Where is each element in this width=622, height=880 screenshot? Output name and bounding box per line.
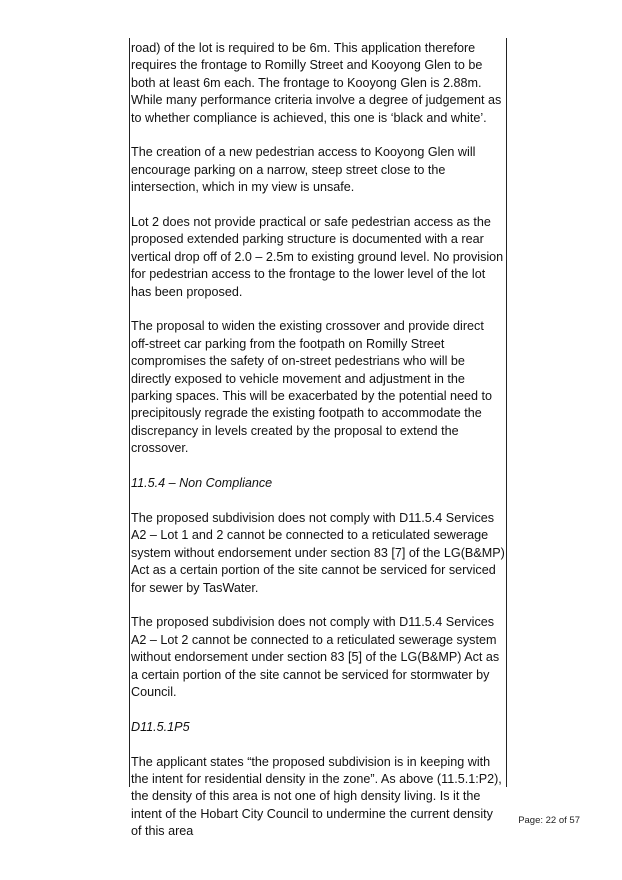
paragraph-residential-density: The applicant states “the proposed subdivision is in keeping with the intent for residential density in the zone”. As above (11.5.1:P2), the density of this area is not one of high density living. Is it the intent of the Hobart City Council to undermine the current density of this area [131, 754, 502, 839]
document-body [129, 38, 507, 839]
section-heading-non-compliance: 11.5.4 – Non Compliance [131, 476, 273, 491]
paragraph-lot2-pedestrian-access: Lot 2 does not provide practical or safe pedestrian access as the proposed extended parking structure is documented with a rear vertical drop off of 2.0 – 2.5m to existing ground level. No provision for pedestrian access to the frontage to the lower level of the lot has been proposed. [131, 215, 504, 299]
paragraph-stormwater-non-compliance: The proposed subdivision does not comply with D11.5.4 Services A2 – Lot 2 cannot be connected to a reticulated sewerage system without endorsement under section 83 [5] of the LG(B&MP) Act as a certain portion of the site cannot be serviced for stormwater by Council. [131, 615, 500, 699]
section-heading-d11-5-1p5: D11.5.1P5 [131, 719, 190, 734]
paragraph-pedestrian-access-kooyong: The creation of a new pedestrian access to Kooyong Glen will encourage parking on a narrow, steep street close to the intersection, which in my view is unsafe. [131, 145, 476, 195]
paragraph-sewer-non-compliance: The proposed subdivision does not comply with D11.5.4 Services A2 – Lot 1 and 2 cannot be connected to a reticulated sewerage system without endorsement under section 83 [7] of the LG(B&MP) Act as a certain portion of the site cannot be serviced for serviced for sewer by TasWater. [131, 510, 505, 595]
paragraph-frontage-requirement: road) of the lot is required to be 6m. This application therefore requires the frontage to Romilly Street and Kooyong Glen to be both at least 6m each. The frontage to Kooyong Glen is 2.88m. While many performance criteria involve a degree of judgement as to whether compliance is achieved, this one is ‘black and white’. [131, 41, 502, 125]
paragraph-crossover-safety: The proposal to widen the existing crossover and provide direct off-street car parking from the footpath on Romilly Street compromises the safety of on-street pedestrians who will be directly exposed to vehicle movement and adjustment in the parking spaces. This will be exacerbated by the potential need to precipitously regrade the existing footpath to accommodate the discrepancy in levels created by the proposal to extend the crossover. [131, 319, 493, 456]
page-number: Page: 22 of 57 [518, 815, 580, 826]
